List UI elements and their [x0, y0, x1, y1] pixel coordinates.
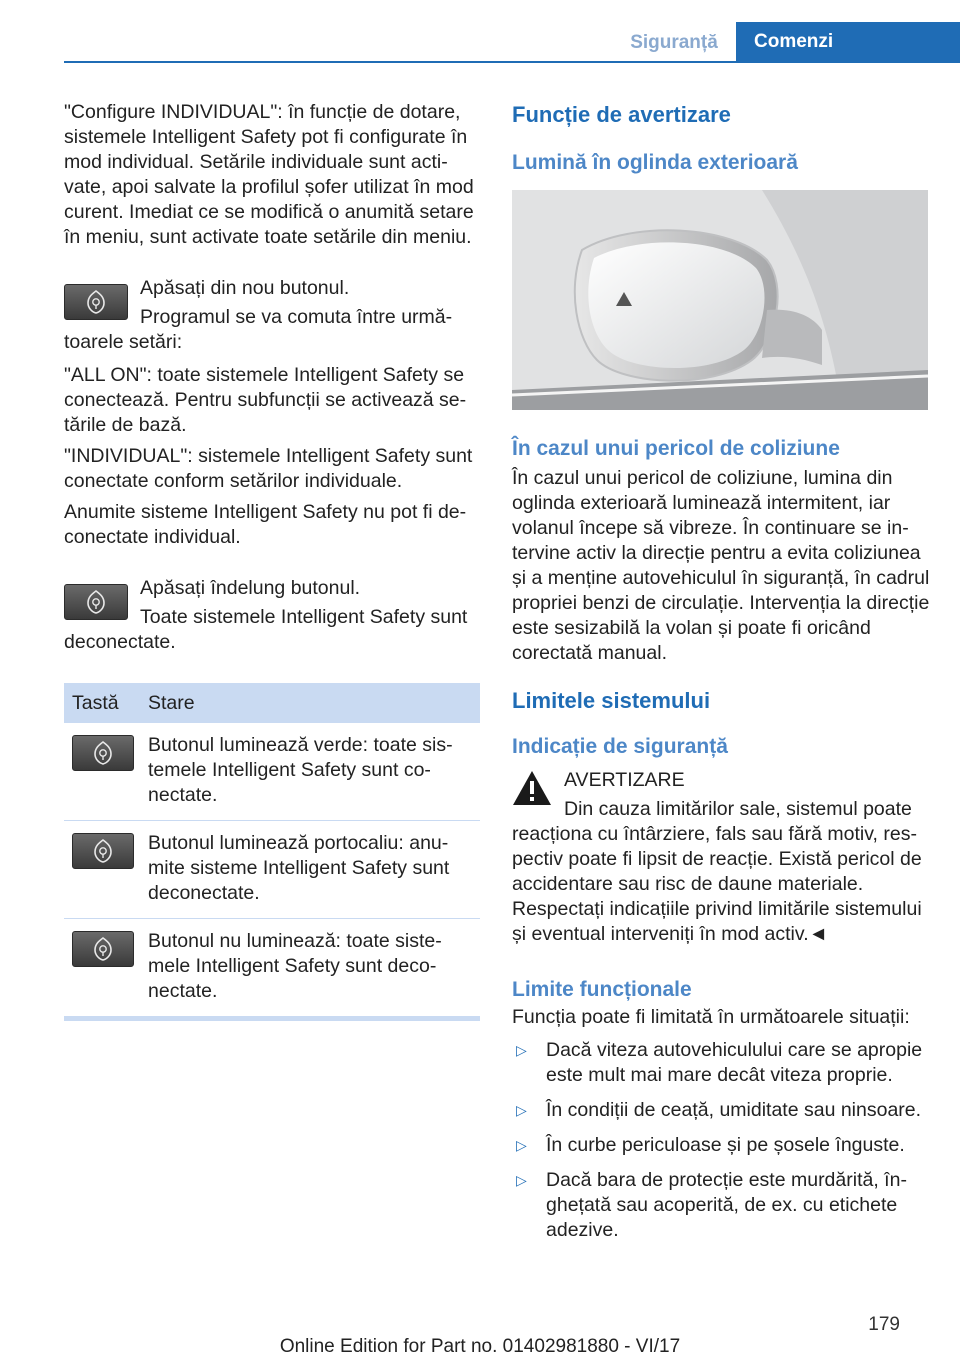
- limits-intro: Funcția poate fi limitată în următoarele situații:: [512, 1006, 910, 1028]
- heading-safety-note: Indicație de siguranță: [512, 735, 728, 758]
- triangle-bullet-icon: ▷: [516, 1042, 527, 1058]
- table-row: [64, 723, 480, 821]
- safety-button-icon: [72, 833, 134, 869]
- table-row: [64, 919, 480, 1019]
- table-header-state: Stare: [140, 683, 480, 723]
- warning-block: [512, 768, 930, 947]
- table-header-key: Tastă: [64, 683, 140, 723]
- safety-button-icon: [72, 931, 134, 967]
- list-item-text: Dacă viteza autovehiculului care se apropie este mult mai mare decât viteza proprie.: [546, 1039, 923, 1086]
- list-item: [512, 1168, 930, 1243]
- heading-warning-function: Funcție de avertizare: [512, 102, 731, 127]
- limits-list: [512, 1038, 930, 1243]
- warning-label: AVERTIZARE: [564, 769, 685, 791]
- collision-paragraph: În cazul unui pericol de coliziune, lumina din oglinda exterioară luminează intermitent, iar volanul începe să vibreze. În continuare se intervine activ la direcție pentru a evita coliziunea și a menține autovehiculul în siguranță, în cadrul propriei benzi de circulație. Intervenția la direcție este sesizabilă la volan și poate fi oricând corectată manual.: [512, 467, 930, 664]
- heading-collision: În cazul unui pericol de coliziune: [512, 437, 840, 460]
- table-cell-state: Butonul luminează portocaliu: anumite sisteme Intelligent Safety sunt deconectate.: [140, 821, 480, 919]
- press-again-block: [64, 276, 482, 359]
- press-again-text: Apăsați din nou butonul.: [140, 277, 350, 299]
- table-cell-state: Butonul luminează verde: toate sistemele Intelligent Safety sunt conectate.: [140, 723, 480, 821]
- intro-paragraph: "Configure INDIVIDUAL": în funcție de dotare, sistemele Intelligent Safety pot fi configurate în mod individual. Setările individuale sunt activate, apoi salvate la profilul șofer utilizat în mod curent. Imediat ce se modifică o anumită setare în meniu, sunt activate toate setările din meniu.: [64, 101, 474, 248]
- list-item-text: Dacă bara de protecție este murdărită, înghețată sau acoperită, de ex. cu etichete adezive.: [546, 1169, 907, 1241]
- table-header-row: [64, 683, 480, 723]
- individual-paragraph: "INDIVIDUAL": sistemele Intelligent Safety sunt conectate conform setărilor individuale.: [64, 445, 473, 492]
- right-column: [512, 100, 930, 1253]
- page-header: [0, 20, 960, 62]
- triangle-bullet-icon: ▷: [516, 1172, 527, 1188]
- warning-text: Din cauza limitărilor sale, sistemul poate reacționa cu întârziere, fals sau fără motiv, respectiv poate fi lipsit de reacție. Există pericol de accidentare sau risc de daune materiale. Respectați indicațiile privind limitările sistemului și eventual interveniți în mod activ.◄: [512, 798, 922, 945]
- header-section: Siguranță: [630, 32, 718, 53]
- all-on-paragraph: "ALL ON": toate sistemele Intelligent Safety se conectează. Pentru subfuncții se activează setările de bază.: [64, 364, 467, 436]
- page-number: 179: [868, 1314, 900, 1335]
- heading-system-limits: Limitele sistemului: [512, 688, 711, 713]
- list-item-text: În curbe periculoase și pe șosele înguste.: [546, 1134, 905, 1156]
- header-rule: [64, 61, 960, 63]
- press-long-text: Apăsați îndelung butonul.: [140, 577, 361, 599]
- header-chapter: Comenzi: [736, 22, 960, 61]
- mirror-photo: [512, 190, 928, 410]
- table-cell-state: Butonul nu luminează: toate sistemele Intelligent Safety sunt deconectate.: [140, 919, 480, 1019]
- triangle-bullet-icon: ▷: [516, 1102, 527, 1118]
- list-item: [512, 1133, 930, 1158]
- safety-button-icon: [72, 735, 134, 771]
- cannot-disconnect-paragraph: Anumite sisteme Intelligent Safety nu pot fi deconectate individual.: [64, 501, 467, 548]
- table-row: [64, 821, 480, 919]
- list-item: [512, 1038, 930, 1088]
- status-table: [64, 683, 480, 1021]
- toggle-intro-text: Programul se va comuta între următoarele setări:: [64, 306, 453, 353]
- press-long-block: [64, 576, 482, 659]
- heading-mirror-light: Lumină în oglinda exterioară: [512, 151, 798, 174]
- triangle-bullet-icon: ▷: [516, 1137, 527, 1153]
- heading-functional-limits: Limite funcționale: [512, 978, 692, 1001]
- all-off-text: Toate sistemele Intelligent Safety sunt deconectate.: [64, 606, 468, 653]
- list-item: [512, 1098, 930, 1123]
- list-item-text: În condiții de ceață, umiditate sau ninsoare.: [546, 1099, 922, 1121]
- footer-edition: Online Edition for Part no. 01402981880 - VI/17: [279, 1336, 681, 1357]
- left-column: [64, 100, 482, 1021]
